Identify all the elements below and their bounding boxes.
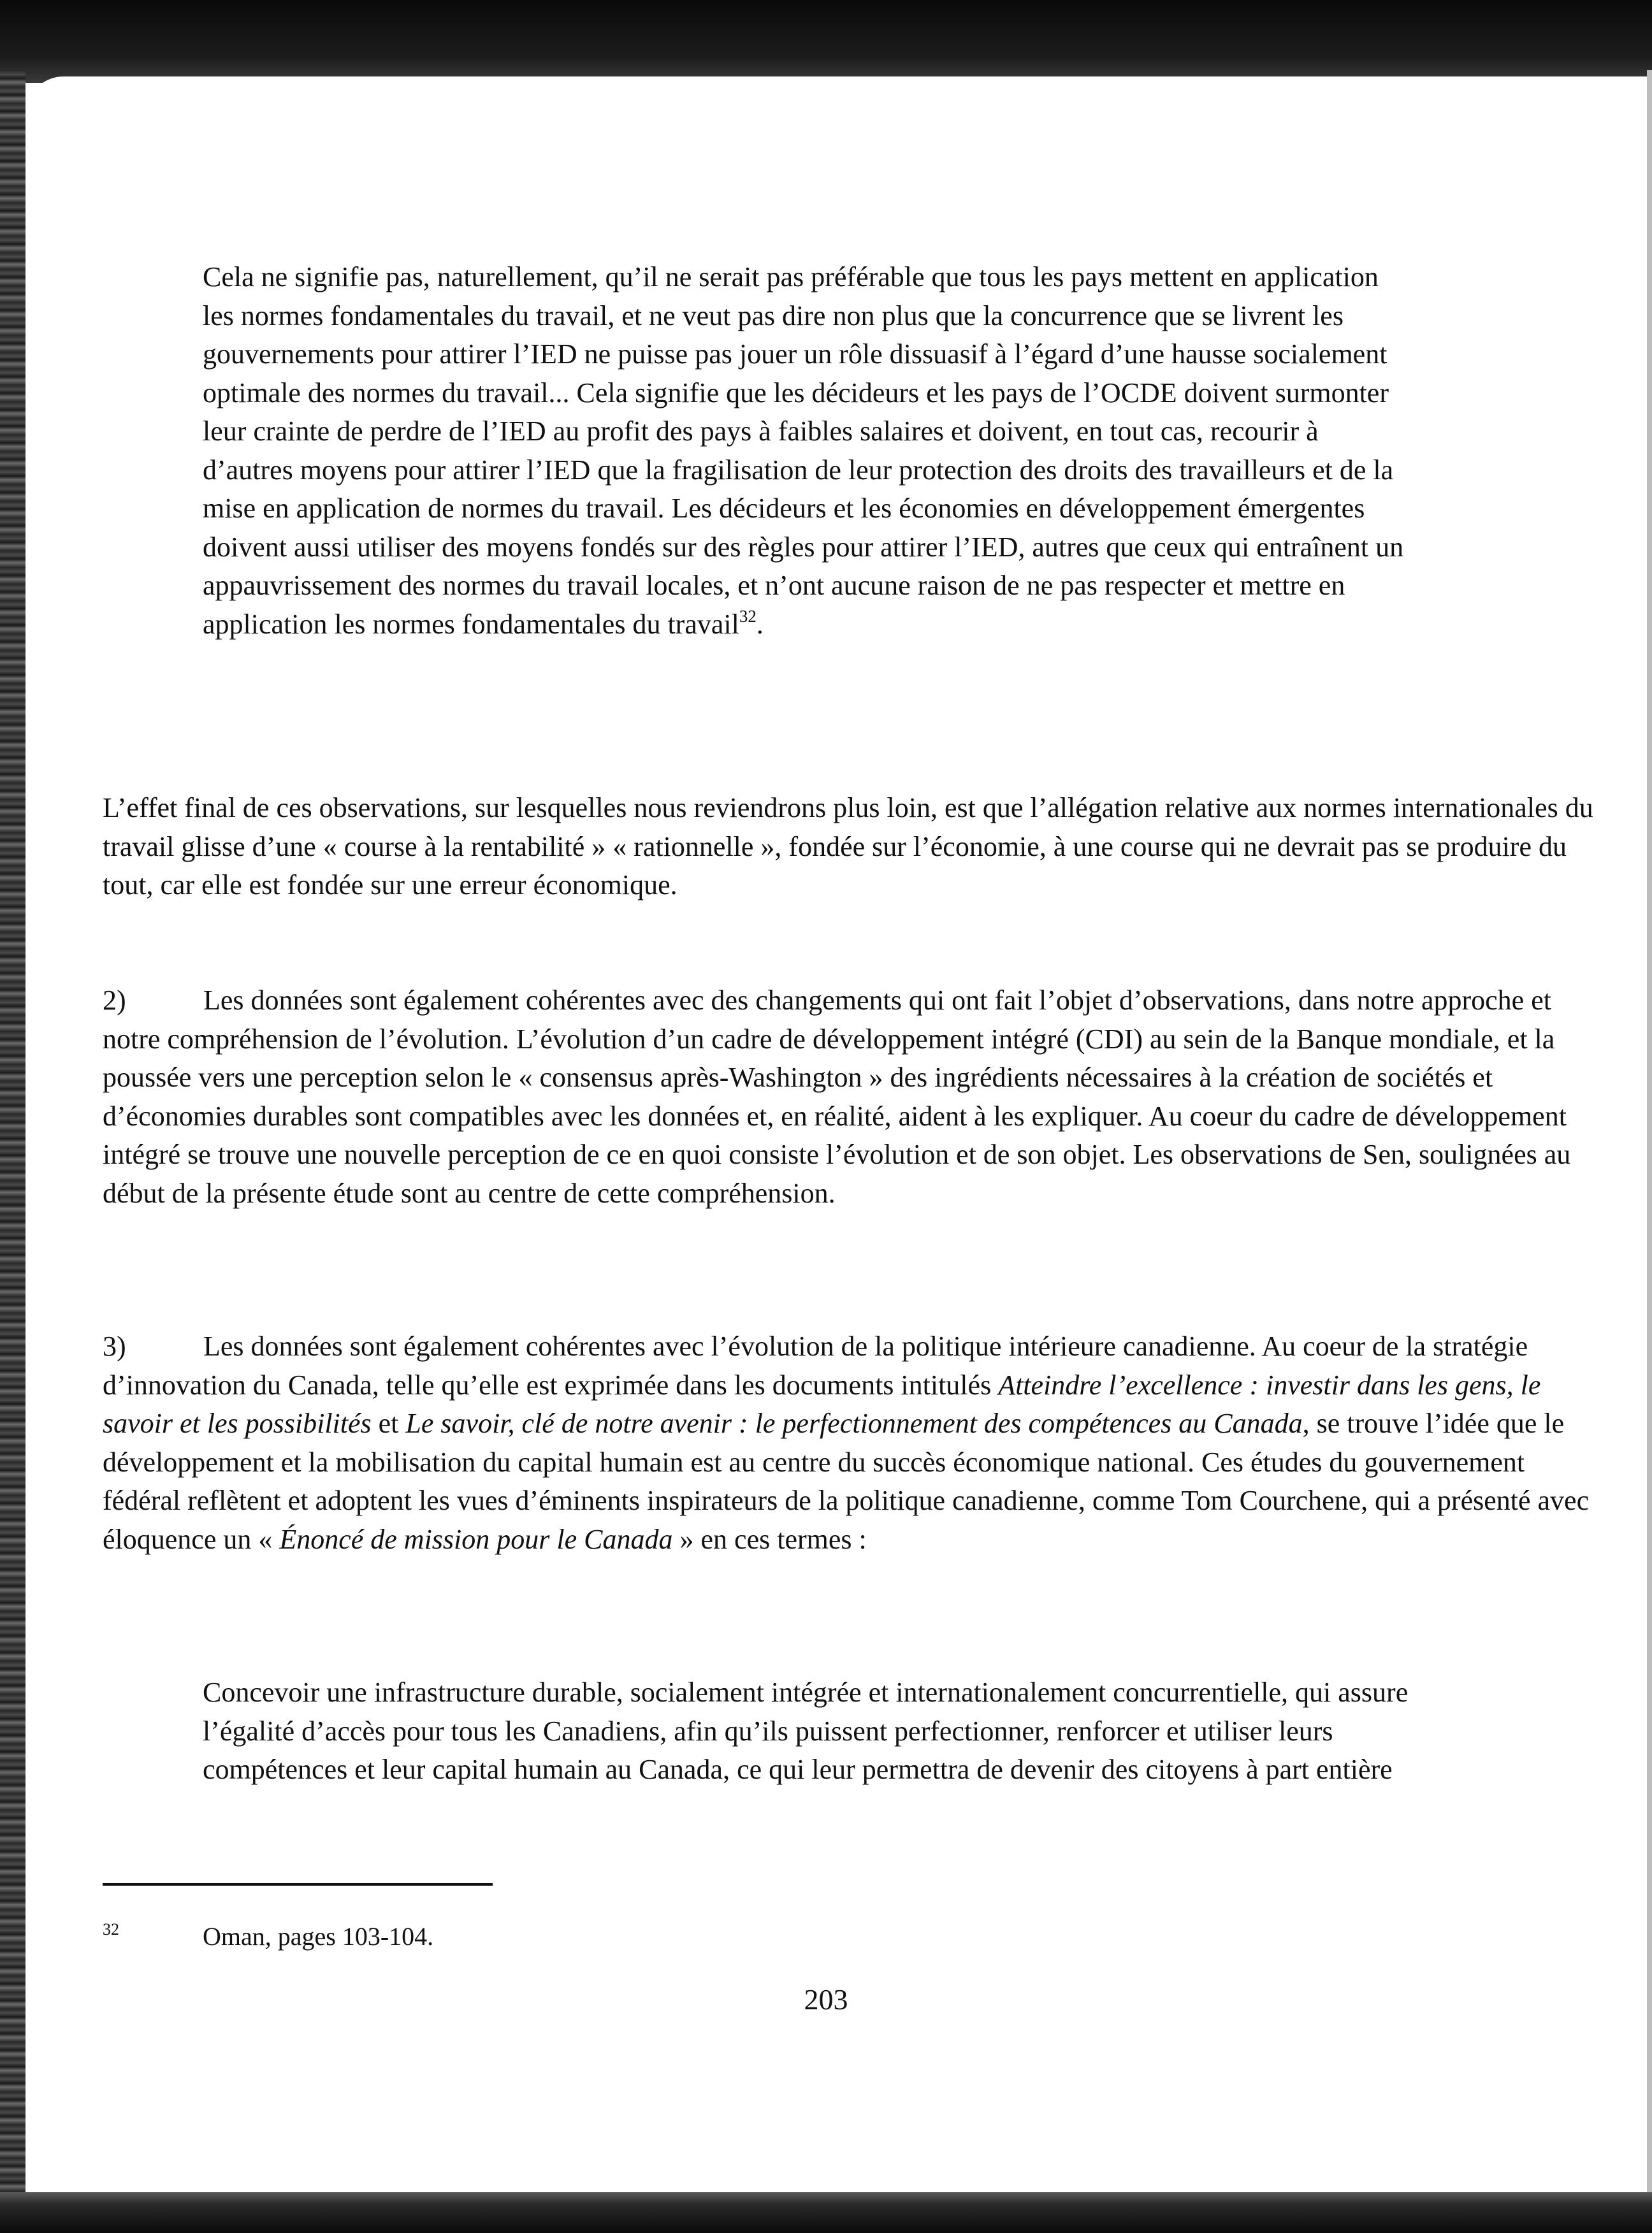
document-title-savoir: Le savoir, clé de notre avenir : le perfectionnement des compétences au Canada: [405, 1408, 1303, 1439]
footnote-32: [103, 1912, 433, 1955]
footnote-text: Oman, pages 103-104.: [203, 1922, 434, 1951]
paragraph-3: [103, 1327, 1594, 1559]
paragraph-3-text-b: et: [371, 1408, 406, 1439]
scan-left-border: [0, 70, 25, 2205]
quote-courchene-text: Concevoir une infrastructure durable, socialement intégrée et internationalement concurrentielle, qui assure l’égalité d’accès pour tous les Canadiens, afin qu’ils puissent perfectionner, renforcer et utiliser leurs compétences et leur capital humain au Canada, ce qui leur permettra de devenir des citoyens à part entière: [203, 1677, 1409, 1785]
quote-oecd-period: .: [756, 608, 764, 640]
document-title-excellence: Atteindre l’excellence : investir dans les gens, le savoir et les possibilités: [103, 1369, 1541, 1439]
paragraph-2-text: Les données sont également cohérentes avec des changements qui ont fait l’objet d’observations, dans notre approche et notre compréhension de l’évolution. L’évolution d’un cadre de développement intégré (CDI) au sein de la Banque mondiale, et la poussée vers une perception selon le « consensus après-Washington » des ingrédients nécessaires à la création de sociétés et d’économies durables sont compatibles avec les données et, en réalité, aident à les expliquer. Au coeur du cadre de développement intégré se trouve une nouvelle perception de ce en quoi consiste l’évolution et de son objet. Les observations de Sen, soulignées au début de la présente étude sont au centre de cette compréhension.: [103, 985, 1571, 1209]
page-number: 203: [804, 1983, 848, 2016]
block-quote-courchene: [203, 1673, 1414, 1789]
footnote-separator: [103, 1883, 493, 1886]
block-quote-oecd: [203, 258, 1414, 644]
paragraph-3-number: 3): [103, 1331, 126, 1362]
scan-right-border: [1647, 70, 1652, 2199]
paragraph-effet-final-text: L’effet final de ces observations, sur lesquelles nous reviendrons plus loin, est que l’allégation relative aux normes internationales du travail glisse d’une « course à la rentabilité » « rationnelle », fondée sur l’économie, à une course qui ne devrait pas se produire du tout, car elle est fondée sur une erreur économique.: [103, 792, 1593, 900]
quote-oecd-text: Cela ne signifie pas, naturellement, qu’il ne serait pas préférable que tous les pays mettent en application les normes fondamentales du travail, et ne veut pas dire non plus que la concurrence que se livrent les gouvernements pour attirer l’IED ne puisse pas jouer un rôle dissuasif à l’égard d’une hausse socialement optimale des normes du travail... Cela signifie que les décideurs et les pays de l’OCDE doivent surmonter leur crainte de perdre de l’IED au profit des pays à faibles salaires et doivent, en tout cas, recourir à d’autres moyens pour attirer l’IED que la fragilisation de leur protection des droits des travailleurs et de la mise en application de normes du travail. Les décideurs et les économies en développement émergentes doivent aussi utiliser des moyens fondés sur des règles pour attirer l’IED, autres que ceux qui entraînent un appauvrissement des normes du travail locales, et n’ont aucune raison de ne pas respecter et mettre en application les normes fondamentales du travail: [203, 261, 1404, 640]
document-title-enonce: Énoncé de mission pour le Canada: [279, 1523, 673, 1555]
paragraph-3-text-c: , se trouve l’idée que le développement et la mobilisation du capital humain est au centre du succès économique national. Ces études du gouvernement fédéral reflètent et adoptent les vues d’éminents inspirateurs de la politique canadienne, comme Tom Courchene, qui a présenté avec éloquence un «: [103, 1408, 1590, 1555]
paragraph-3-text-d: » en ces termes :: [672, 1523, 867, 1555]
paragraph-effet-final: [103, 789, 1594, 905]
paragraph-2: [103, 981, 1594, 1213]
paragraph-3-text-a: Les données sont également cohérentes avec l’évolution de la politique intérieure canadienne. Au coeur de la stratégie d’innovation du Canada, telle qu’elle est exprimée dans les documents intitulés: [103, 1331, 1528, 1401]
scan-top-border: [0, 0, 1652, 83]
footnote-ref-32[interactable]: 32: [739, 606, 757, 626]
footnote-number: 32: [103, 1920, 119, 1939]
scan-bottom-border: [0, 2192, 1652, 2233]
paragraph-2-number: 2): [103, 985, 126, 1016]
